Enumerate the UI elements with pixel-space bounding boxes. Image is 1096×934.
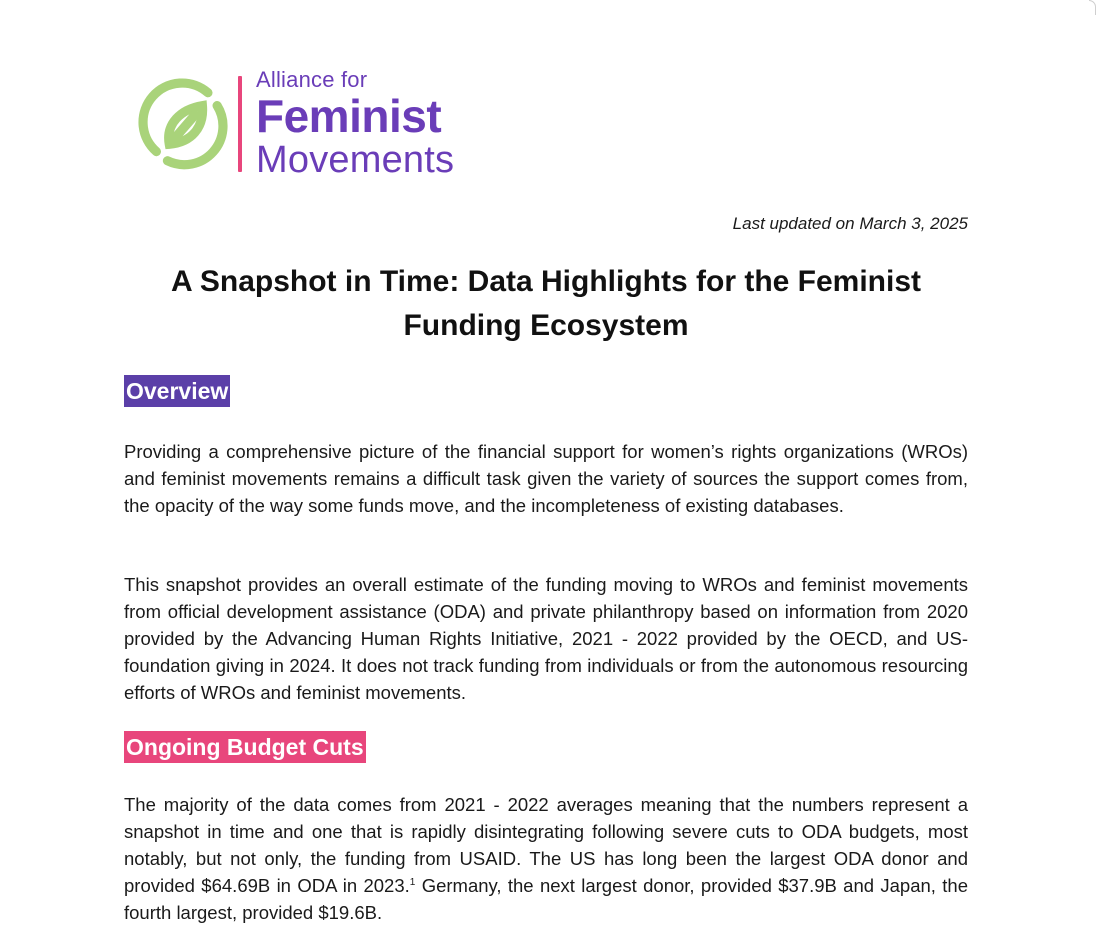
document-title: A Snapshot in Time: Data Highlights for the Feminist Funding Ecosystem	[170, 265, 922, 342]
page-corner	[1089, 0, 1096, 15]
logo-wordmark	[256, 69, 454, 179]
organization-logo	[138, 67, 455, 181]
overview-paragraph-1: Providing a comprehensive picture of the financial support for women’s rights organizations (WROs) and feminist movements remains a difficult task given the variety of sources the support comes from, the opacity of the way some funds move, and the incompleteness of existing databases.	[124, 441, 968, 516]
footnote-reference[interactable]: 1	[409, 876, 416, 888]
leaf-circle-icon	[138, 78, 230, 170]
logo-line-1: Alliance for	[256, 67, 368, 92]
logo-divider	[238, 76, 242, 172]
budget-cuts-paragraph	[124, 791, 968, 926]
budget-cuts-text-b: Germany, the next largest donor, provided $37.9B and Japan, the fourth largest, provided $19.6B.	[124, 875, 969, 923]
budget-cuts-heading: Ongoing Budget Cuts	[124, 731, 366, 763]
budget-cuts-text-a: The majority of the data comes from 2021 - 2022 averages meaning that the numbers represent a snapshot in time and one that is rapidly disintegrating following severe cuts to ODA budgets, most notably, but not only, the funding from USAID. The US has long been the largest ODA donor and provided $64.69B in ODA in 2023.	[124, 794, 968, 896]
overview-heading: Overview	[124, 375, 230, 407]
last-updated-date: Last updated on March 3, 2025	[732, 214, 968, 233]
logo-line-3: Movements	[256, 139, 455, 181]
logo-line-2: Feminist	[256, 90, 442, 142]
overview-paragraph-2: This snapshot provides an overall estimate of the funding moving to WROs and feminist movements from official development assistance (ODA) and private philanthropy based on information from 2020 provided by the Advancing Human Rights Initiative, 2021 - 2022 provided by the OECD, and US-foundation giving in 2024. It does not track funding from individuals or from the autonomous resourcing efforts of WROs and feminist movements.	[124, 574, 968, 703]
